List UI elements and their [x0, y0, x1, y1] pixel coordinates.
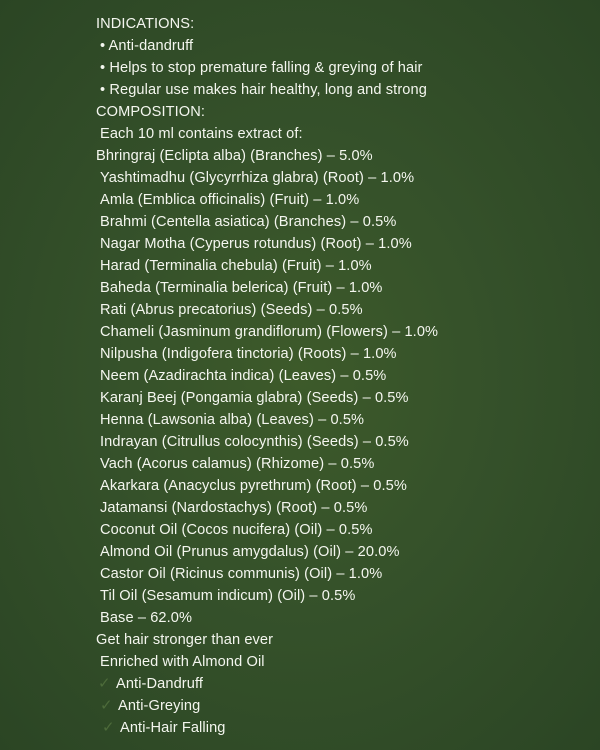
benefit-item	[98, 673, 203, 695]
tagline: Get hair stronger than ever	[96, 632, 274, 648]
ingredient-line: Nagar Motha (Cyperus rotundus) (Root) – 1.0%	[100, 236, 412, 252]
ingredient-line: Harad (Terminalia chebula) (Fruit) – 1.0%	[100, 258, 372, 274]
ingredient-line: Jatamansi (Nardostachys) (Root) – 0.5%	[100, 500, 368, 516]
ingredient-line: Indrayan (Citrullus colocynthis) (Seeds) – 0.5%	[100, 434, 409, 450]
indication-item: • Helps to stop premature falling & greying of hair	[100, 60, 423, 76]
ingredient-line: Chameli (Jasminum grandiflorum) (Flowers) – 1.0%	[100, 324, 439, 340]
ingredient-line: Neem (Azadirachta indica) (Leaves) – 0.5%	[100, 368, 387, 384]
checkmark-icon: ✓	[102, 719, 115, 736]
ingredient-line: Brahmi (Centella asiatica) (Branches) – 0.5%	[100, 214, 397, 230]
ingredient-line: Rati (Abrus precatorius) (Seeds) – 0.5%	[100, 302, 363, 318]
ingredient-line: Coconut Oil (Cocos nucifera) (Oil) – 0.5%	[100, 522, 373, 538]
enriched-line: Enriched with Almond Oil	[100, 654, 265, 670]
base-line: Base – 62.0%	[100, 610, 193, 626]
indication-item: • Regular use makes hair healthy, long and strong	[100, 82, 427, 98]
ingredient-line: Akarkara (Anacyclus pyrethrum) (Root) – 0.5%	[100, 478, 407, 494]
ingredient-line: Almond Oil (Prunus amygdalus) (Oil) – 20.0%	[100, 544, 400, 560]
composition-heading: COMPOSITION:	[96, 104, 206, 120]
benefit-item	[102, 717, 226, 739]
ingredient-line: Vach (Acorus calamus) (Rhizome) – 0.5%	[100, 456, 375, 472]
composition-intro: Each 10 ml contains extract of:	[100, 126, 303, 142]
ingredient-line: Til Oil (Sesamum indicum) (Oil) – 0.5%	[100, 588, 356, 604]
ingredient-line: Bhringraj (Eclipta alba) (Branches) – 5.0%	[96, 148, 373, 164]
ingredient-line: Baheda (Terminalia belerica) (Fruit) – 1.0%	[100, 280, 383, 296]
checkmark-icon: ✓	[100, 697, 113, 714]
benefit-label: Anti-Dandruff	[116, 676, 204, 692]
benefit-label: Anti-Hair Falling	[120, 720, 226, 736]
benefit-label: Anti-Greying	[118, 698, 201, 714]
ingredient-line: Karanj Beej (Pongamia glabra) (Seeds) – 0.5%	[100, 390, 409, 406]
ingredient-line: Amla (Emblica officinalis) (Fruit) – 1.0%	[100, 192, 360, 208]
ingredient-line: Castor Oil (Ricinus communis) (Oil) – 1.0%	[100, 566, 383, 582]
ingredient-line: Nilpusha (Indigofera tinctoria) (Roots) – 1.0%	[100, 346, 397, 362]
ingredient-line: Yashtimadhu (Glycyrrhiza glabra) (Root) – 1.0%	[100, 170, 415, 186]
checkmark-icon: ✓	[98, 675, 111, 692]
ingredient-line: Henna (Lawsonia alba) (Leaves) – 0.5%	[100, 412, 365, 428]
indications-heading: INDICATIONS:	[96, 16, 195, 32]
indication-item: • Anti-dandruff	[100, 38, 194, 54]
benefit-item	[100, 695, 200, 717]
